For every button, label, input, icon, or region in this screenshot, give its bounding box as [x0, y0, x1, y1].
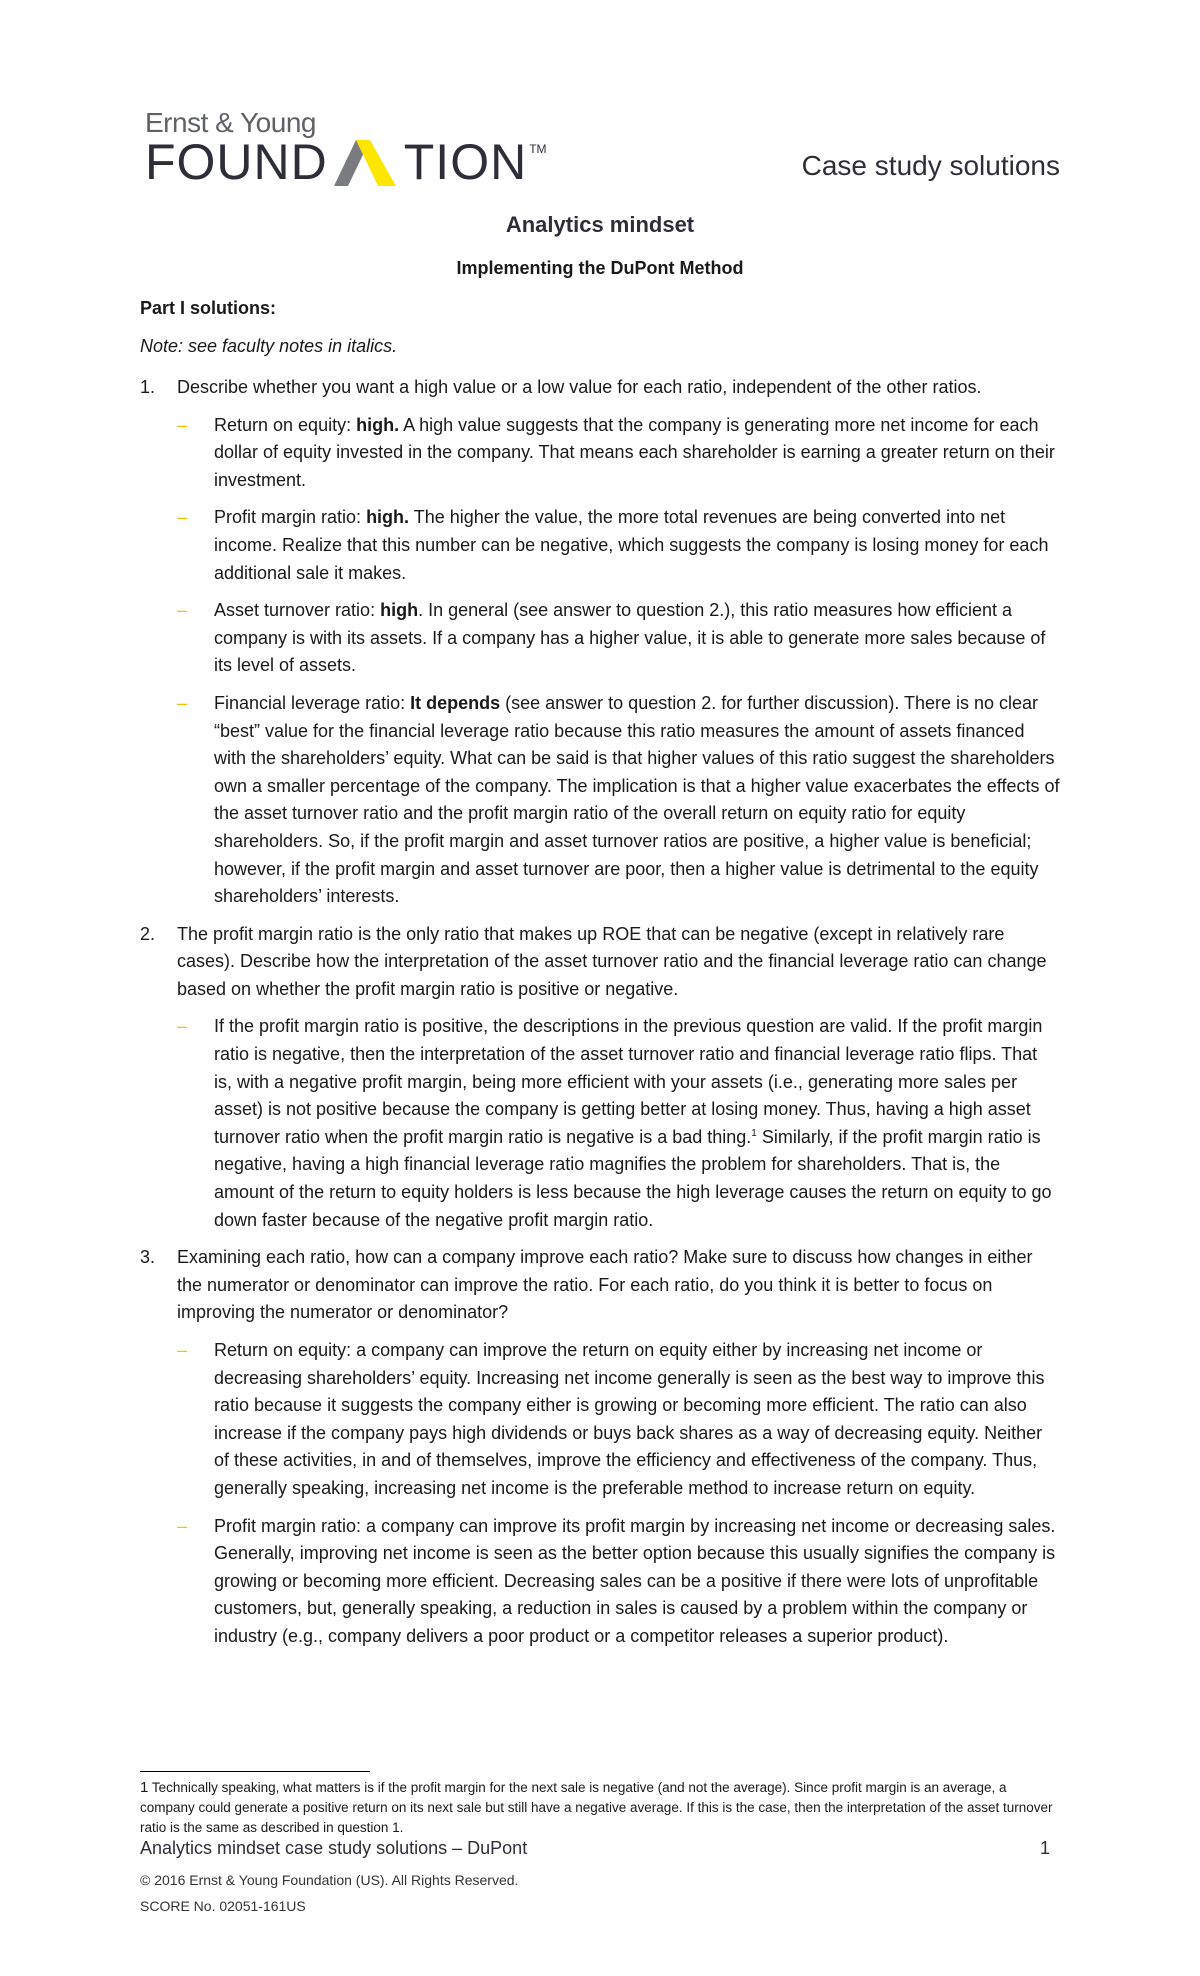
footnote-divider — [140, 1771, 370, 1772]
list-item — [177, 504, 1060, 587]
question-number: 3. — [140, 1247, 156, 1268]
question-text: Describe whether you want a high value or a low value for each ratio, independent of the other ratios. — [177, 377, 982, 397]
question-text: Examining each ratio, how can a company improve each ratio? Make sure to discuss how changes in either the numerator or denominator can improve the ratio. For each ratio, do you think it is better to focus on improving the numerator or denominator? — [177, 1247, 1033, 1323]
page-subtitle: Implementing the DuPont Method — [456, 258, 744, 278]
list-item — [177, 1513, 1060, 1651]
question-text: The profit margin ratio is the only ratio that makes up ROE that can be negative (except in relatively rare cases). Describe how the interpretation of the asset turnover ratio and the financial leverage ratio can change based on whether the profit margin ratio is positive or negative. — [177, 923, 1047, 999]
dash-bullet-icon: – — [177, 507, 188, 528]
foundation-logo — [145, 107, 547, 190]
footnote — [140, 1778, 1065, 1838]
part-heading: Part I solutions: — [140, 298, 277, 318]
question-number: 2. — [140, 923, 156, 944]
answer-text: If the profit margin ratio is positive, the descriptions in the previous question are valid. If the profit margin ratio is negative, then the interpretation of the asset turnover ratio and financial leverage ratio flips. That is, with a negative profit margin, being more efficient with your assets (i.e., generating more sales per asset) is not positive because the company is getting better at losing money. Thus, having a high asset turnover ratio when the profit margin ratio is negative is a bad thing.$^1$ Similarly, if the profit margin ratio is negative, having a high financial leverage ratio magnifies the problem for shareholders. That is, the amount of the return to equity holders is less because the high leverage causes the return on equity to go down faster because of the negative profit margin ratio. — [214, 1016, 1052, 1230]
list-item — [177, 1013, 1060, 1234]
dash-bullet-icon: – — [177, 1016, 188, 1037]
dash-bullet-icon: – — [177, 692, 188, 713]
solutions-body — [140, 374, 1060, 1661]
page-title: Analytics mindset — [505, 212, 695, 237]
logo-word-left: FOUND — [145, 134, 328, 190]
logo-a-mark-icon — [330, 138, 402, 186]
list-item — [177, 690, 1060, 911]
dash-bullet-icon: – — [177, 600, 188, 621]
question-2-answers — [177, 1013, 1060, 1234]
question-3-answers — [177, 1337, 1060, 1651]
dash-bullet-icon: – — [177, 1340, 188, 1360]
logo-tm: TM — [529, 142, 547, 156]
answer-text: Asset turnover ratio: high. In general (see answer to question 2.), this ratio measures how efficient a company is with its assets. If a company has a higher value, it is able to generate more sales because of its level of assets. — [214, 600, 1046, 676]
page-number: 1 — [1039, 1838, 1050, 1858]
question-1 — [140, 374, 1060, 402]
faculty-note: Note: see faculty notes in italics. — [140, 336, 398, 356]
dash-bullet-icon: – — [177, 414, 188, 435]
question-2 — [140, 921, 1060, 1004]
dash-bullet-icon: – — [177, 1515, 188, 1536]
question-number: 1. — [140, 377, 156, 397]
logo-line1: Ernst & Young — [145, 107, 316, 138]
list-item — [177, 597, 1060, 680]
logo-wordmark — [145, 134, 547, 190]
question-1-answers — [177, 412, 1060, 911]
score-number: SCORE No. 02051-161US — [140, 1898, 306, 1914]
answer-text: Profit margin ratio: high. The higher the value, the more total revenues are being converted into net income. Realize that this number can be negative, which suggests the company is losing money for each additional sale it makes. — [214, 507, 1049, 583]
copyright: © 2016 Ernst & Young Foundation (US). All Rights Reserved. — [140, 1872, 519, 1888]
question-3 — [140, 1244, 1060, 1327]
answer-text: Financial leverage ratio: It depends (see answer to question 2. for further discussion). There is no clear “best” value for the financial leverage ratio because this ratio measures the amount of assets financed with the shareholders’ equity. What can be said is that higher values of this ratio suggest the shareholders own a smaller percentage of the company. The implication is that a higher value exacerbates the effects of the asset turnover ratio and the profit margin ratio of the overall return on equity ratio for equity shareholders. So, if the profit margin and asset turnover ratios are positive, a higher value is beneficial; however, if the profit margin and asset turnover are poor, then a higher value is detrimental to the equity shareholders’ interests. — [214, 692, 1060, 907]
answer-text: Profit margin ratio: a company can improve its profit margin by increasing net income or decreasing sales. Generally, improving net income is seen as the better option because this usually signifies the company is growing or becoming more efficient. Decreasing sales can be a positive if there were lots of unprofitable customers, but, generally speaking, a reduction in sales is caused by a problem within the company or industry (e.g., company delivers a poor product or a competitor releases a superior product). — [214, 1515, 1056, 1646]
list-item — [177, 412, 1060, 495]
footnote-ref[interactable]: 1 — [751, 1127, 757, 1139]
footnote-number: 1 — [140, 1779, 149, 1796]
case-study-solutions-label: Case study solutions — [801, 150, 1060, 181]
footer-title: Analytics mindset case study solutions – DuPont — [140, 1838, 528, 1858]
list-item — [177, 1337, 1060, 1503]
answer-text: Return on equity: high. A high value suggests that the company is generating more net income for each dollar of equity invested in the company. That means each shareholder is earning a greater return on their investment. — [214, 414, 1055, 490]
answer-text: Return on equity: a company can improve the return on equity either by increasing net income or decreasing shareholders’ equity. Increasing net income generally is seen as the best way to improve this ratio because it suggests the company either is growing or becoming more efficient. The ratio can also increase if the company pays high dividends or buys back shares as a way of decreasing equity. Neither of these activities, in and of themselves, improve the efficiency and effectiveness of the company. Thus, generally speaking, increasing net income is the preferable method to increase return on equity. — [214, 1340, 1045, 1498]
logo-word-right: TION — [403, 134, 528, 190]
footnote-text: Technically speaking, what matters is if the profit margin for the next sale is negative (and not the average). Since profit margin is an average, a company could generate a positive return on its next sale but still have a negative average. If this is the case, then the interpretation of the asset turnover ratio is the same as described in question 1. — [140, 1780, 1053, 1835]
